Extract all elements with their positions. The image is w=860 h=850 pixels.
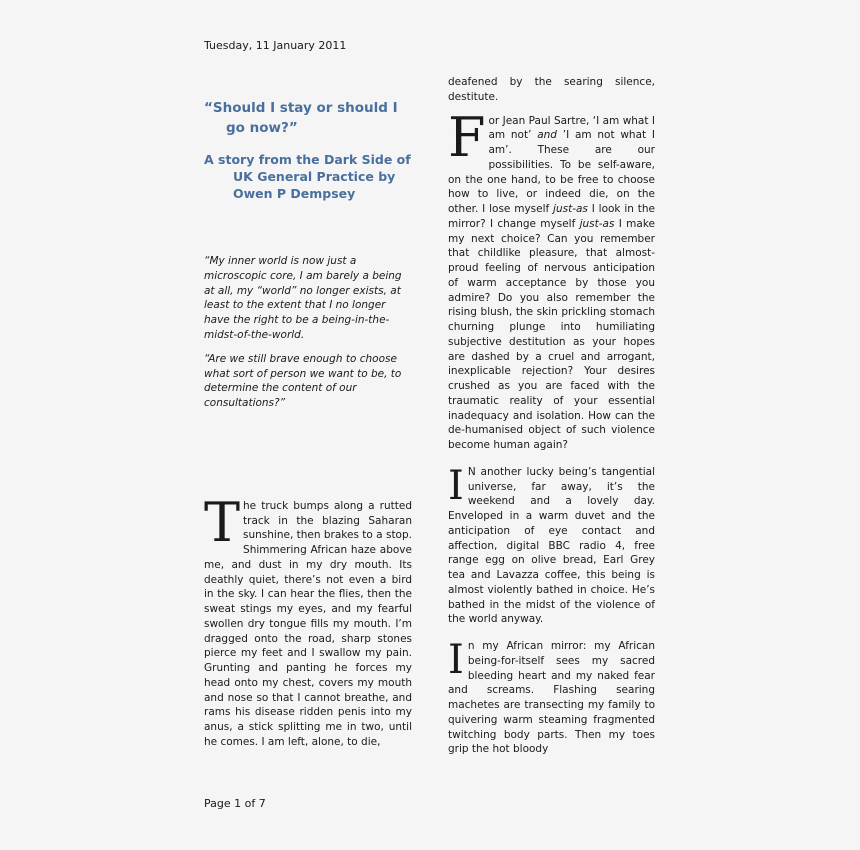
header-date: Tuesday, 11 January 2011 bbox=[204, 39, 347, 52]
paragraph-text: n my African mirror: my African being-for-itself sees my sacred bleeding heart and my naked fear and screams. Flashing searing machetes are transecting my family to quivering warm steaming fragmented twitching body parts. Then my toes grip the hot bloody bbox=[448, 640, 655, 756]
epigraph-quote-2: “Are we still brave enough to choose what sort of person we want to be, to determine the content of our consultations?” bbox=[204, 352, 402, 410]
paragraph-text: I look in the mirror? I change myself bbox=[448, 203, 655, 230]
paragraph-text: ’I am not what I am’. These are our possibilities. To be self-aware, on the one hand, to be free to choose how to live, or indeed die, on the other. I lose myself bbox=[448, 129, 655, 215]
story-text: he truck bumps along a rutted track in the blazing Saharan sunshine, then brakes to a stop. Shimmering African haze above me, and dust in my dry mouth. Its deathly quiet, there’s not even a bird in the sky. I can hear the flies, then the sweat stings my eyes, and my fearful swollen dry tongue fills my mouth. I’m dragged onto the road, sharp stones pierce my feet and I swallow my pain. Grunting and panting he forces my head onto my chest, covers my mouth and nose so that I cannot breathe, and rams his disease ridden penis into my anus, a stick splitting me in two, until he comes. I am left, alone, to die, bbox=[204, 499, 412, 748]
paragraph-text: N another lucky being’s tangential universe, far away, it’s the weekend and a lovely day. Enveloped in a warm duvet and the anticipation of eye contact and affection, digital BBC radio 4, free range egg on olive bread, Earl Grey tea and Lavazza coffee, this being is almost violently bathed in choice. He’s bathed in the midst of the violence of the world anyway. bbox=[448, 465, 655, 626]
paragraph-lucky-being bbox=[448, 462, 655, 627]
left-column bbox=[204, 98, 412, 750]
emphasis-text: just-as bbox=[579, 217, 615, 230]
paragraph-sartre bbox=[448, 105, 655, 453]
paragraph-text: I make my next choice? Can you remember that childlike pleasure, that almost-proud feeling of nervous anticipation of warm acceptance by those you admire? Do you also remember the rising blush, the skin prickling stomach churning plunge into humiliating subjective destitution as your hopes are dashed by a cruel and arrogant, inexplicable rejection? Your desires crushed as you are faced with the traumatic reality of your essential inadequacy and isolation. How can the de-humanised object of such violence become human again? bbox=[448, 217, 655, 451]
article-title: “Should I stay or should I go now?” bbox=[204, 100, 398, 136]
emphasis-text: and bbox=[537, 129, 557, 142]
story-paragraph bbox=[204, 490, 412, 750]
emphasis-text: just-as bbox=[553, 203, 588, 215]
paragraph-african-mirror bbox=[448, 639, 655, 757]
right-column bbox=[448, 75, 655, 757]
paragraph-continued: deafened by the searing silence, destitute. bbox=[448, 76, 655, 103]
paragraph-text: or Jean Paul Sartre, ‘I am what I am not’ bbox=[488, 114, 655, 142]
epigraph-quote-1: “My inner world is now just a microscopic core, I am barely a being at all, my “world” no longer exists, at least to the extent that I no longer have the right to be a being-in-the-midst-of-the-world. bbox=[204, 255, 402, 341]
drop-cap: I bbox=[448, 637, 464, 683]
drop-cap: F bbox=[448, 105, 486, 169]
article-subtitle: A story from the Dark Side of UK General Practice by Owen P Dempsey bbox=[204, 152, 411, 201]
drop-cap: T bbox=[204, 490, 241, 554]
drop-cap: I bbox=[448, 462, 464, 509]
page-number: Page 1 of 7 bbox=[204, 797, 266, 810]
